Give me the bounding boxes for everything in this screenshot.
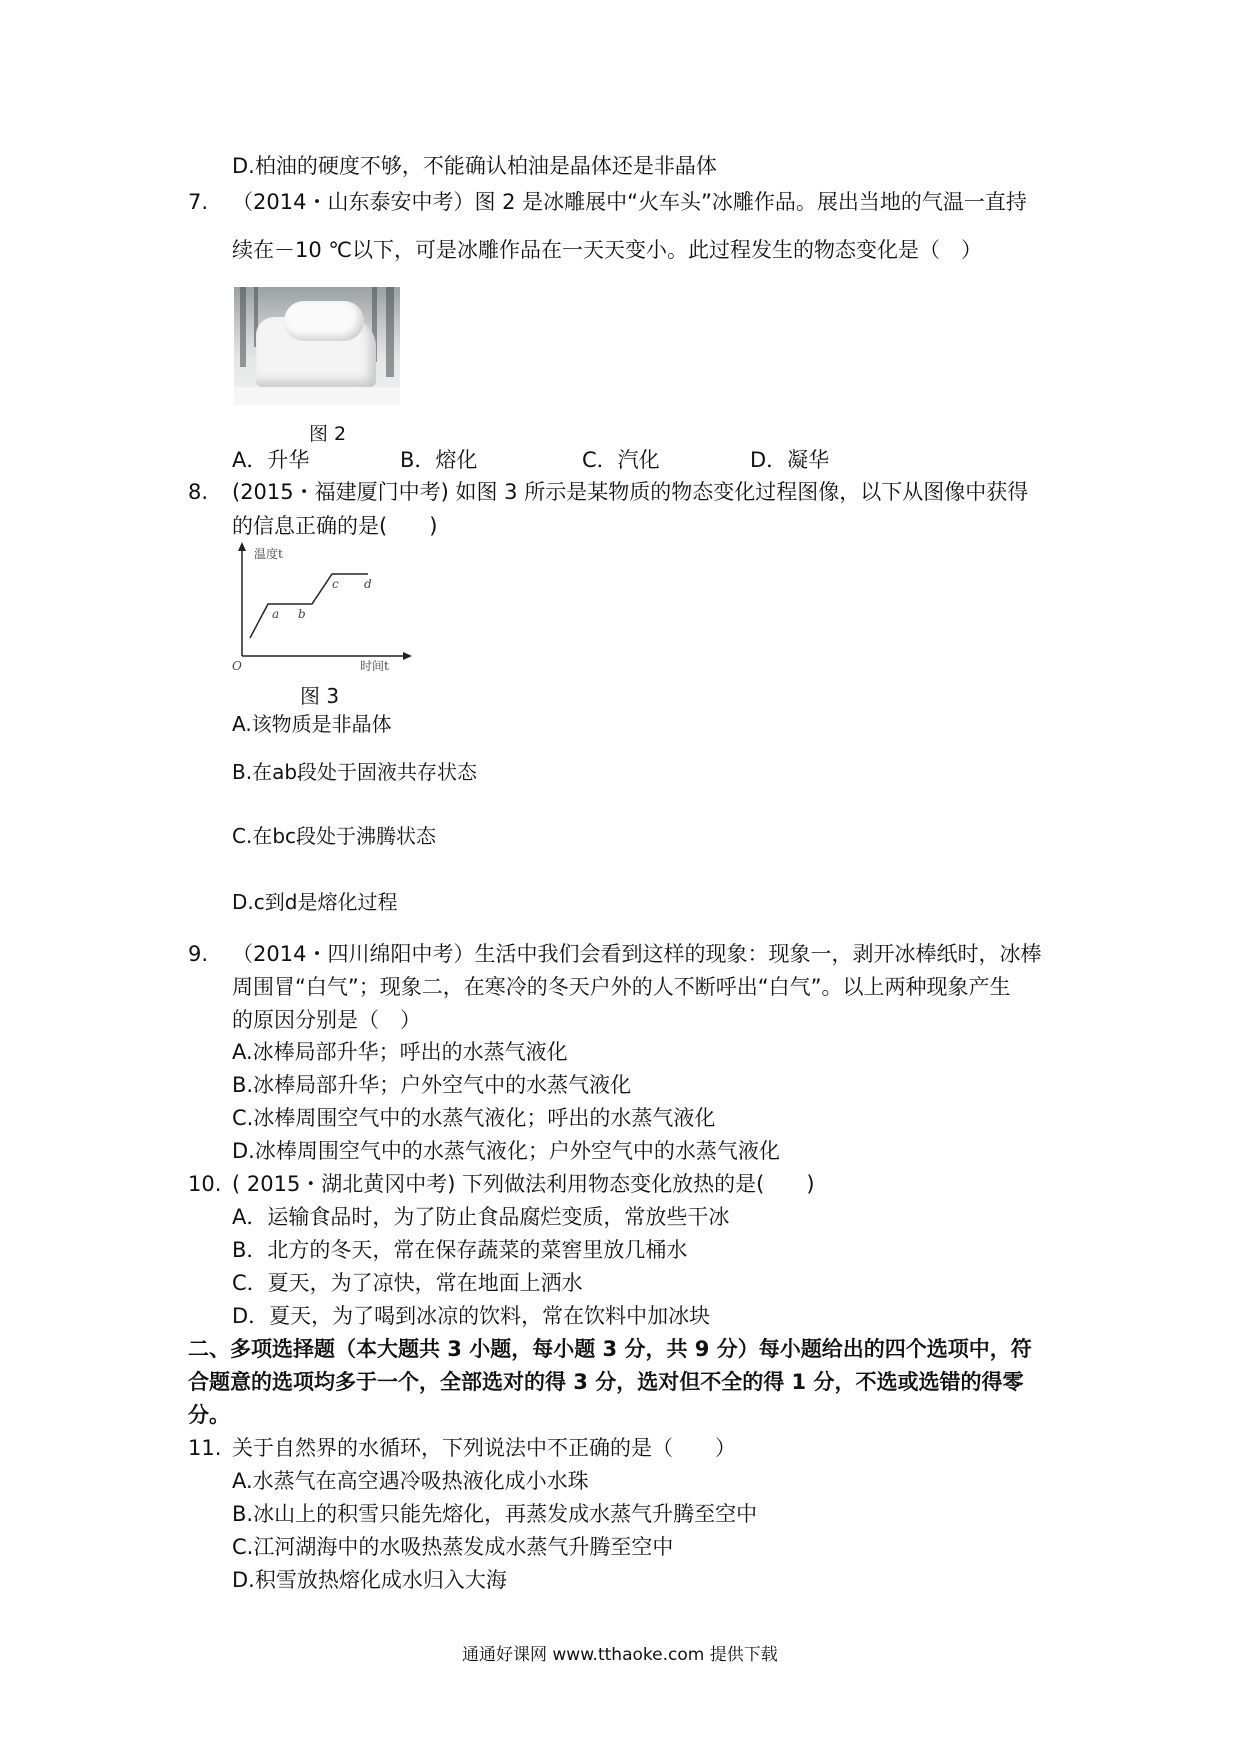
q7-option-c: C．汽化 xyxy=(582,448,660,472)
figure-2-caption: 图 2 xyxy=(309,423,347,445)
q9-stem-line1: （2014・四川绵阳中考）生活中我们会看到这样的现象：现象一，剥开冰棒纸时，冰棒 xyxy=(232,942,1042,966)
q11-stem: 关于自然界的水循环，下列说法中不正确的是（ ） xyxy=(232,1436,736,1460)
q10-option-d: D．夏天，为了喝到冰凉的饮料，常在饮料中加冰块 xyxy=(232,1304,711,1328)
x-axis-label: 时间t xyxy=(360,659,389,672)
q8-number: 8. xyxy=(188,480,209,504)
q8-option-d: D.c到d是熔化过程 xyxy=(232,890,398,914)
q10-option-b: B．北方的冬天，常在保存蔬菜的菜窖里放几桶水 xyxy=(232,1238,688,1262)
q9-number: 9. xyxy=(188,942,209,966)
section2-heading-line2: 合题意的选项均多于一个，全部选对的得 3 分，选对但不全的得 1 分，不选或选错的得零 xyxy=(188,1370,1024,1394)
q10-stem: ( 2015・湖北黄冈中考) 下列做法利用物态变化放热的是( ) xyxy=(232,1172,815,1196)
q11-option-c: C.江河湖海中的水吸热蒸发成水蒸气升腾至空中 xyxy=(232,1535,674,1559)
q8-option-b: B.在ab段处于固液共存状态 xyxy=(232,760,478,784)
section2-heading-line1: 二、多项选择题（本大题共 3 小题，每小题 3 分，共 9 分）每小题给出的四个选项中，符 xyxy=(188,1337,1032,1361)
q7-stem-line2: 续在－10 ℃以下，可是冰雕作品在一天天变小。此过程发生的物态变化是（ ） xyxy=(232,238,982,262)
page-footer: 通通好课网 www.tthaoke.com 提供下载 xyxy=(462,1645,778,1665)
q8-option-c: C.在bc段处于沸腾状态 xyxy=(232,824,437,848)
q9-option-a: A.冰棒局部升华；呼出的水蒸气液化 xyxy=(232,1040,568,1064)
ice-sculpture-photo xyxy=(234,287,400,405)
q10-option-a: A．运输食品时，为了防止食品腐烂变质，常放些干冰 xyxy=(232,1205,730,1229)
point-c-label: c xyxy=(332,577,339,591)
q10-number: 10. xyxy=(188,1172,222,1196)
section2-heading-line3: 分。 xyxy=(188,1403,230,1427)
temperature-curve xyxy=(250,574,368,638)
figure-3-caption: 图 3 xyxy=(300,684,340,708)
q9-stem-line2: 周围冒“白气”；现象二，在寒冷的冬天户外的人不断呼出“白气”。以上两种现象产生 xyxy=(232,975,1011,999)
q11-option-d: D.积雪放热熔化成水归入大海 xyxy=(232,1568,507,1592)
q9-stem-line3: 的原因分别是（ ） xyxy=(232,1008,421,1032)
q7-option-a: A．升华 xyxy=(232,448,310,472)
figure-3-graph xyxy=(228,542,412,672)
q8-stem-line1: (2015・福建厦门中考) 如图 3 所示是某物质的物态变化过程图像，以下从图像中获得 xyxy=(232,480,1029,504)
q9-option-b: B.冰棒局部升华；户外空气中的水蒸气液化 xyxy=(232,1073,632,1097)
q8-stem-line2: 的信息正确的是( ) xyxy=(232,514,438,538)
q7-option-d: D．凝华 xyxy=(750,448,830,472)
q9-option-d: D.冰棒周围空气中的水蒸气液化；户外空气中的水蒸气液化 xyxy=(232,1139,780,1163)
point-a-label: a xyxy=(272,607,280,621)
q11-number: 11. xyxy=(188,1436,222,1460)
x-axis-arrow xyxy=(403,652,412,660)
point-d-label: d xyxy=(364,577,372,591)
q6-option-d: D.柏油的硬度不够，不能确认柏油是晶体还是非晶体 xyxy=(232,154,717,178)
y-axis-label: 温度t xyxy=(254,547,283,561)
point-b-label: b xyxy=(298,607,306,621)
q11-option-b: B.冰山上的积雪只能先熔化，再蒸发成水蒸气升腾至空中 xyxy=(232,1502,758,1526)
q7-number: 7. xyxy=(188,190,209,214)
q8-option-a: A.该物质是非晶体 xyxy=(232,712,392,736)
y-axis-arrow xyxy=(238,542,246,551)
q7-option-b: B．熔化 xyxy=(400,448,478,472)
q11-option-a: A.水蒸气在高空遇冷吸热液化成小水珠 xyxy=(232,1469,589,1493)
q10-option-c: C．夏天，为了凉快，常在地面上洒水 xyxy=(232,1271,583,1295)
origin-label: O xyxy=(232,659,242,672)
q9-option-c: C.冰棒周围空气中的水蒸气液化；呼出的水蒸气液化 xyxy=(232,1106,716,1130)
q7-stem-line1: （2014・山东泰安中考）图 2 是冰雕展中“火车头”冰雕作品。展出当地的气温一直持 xyxy=(232,190,1027,214)
